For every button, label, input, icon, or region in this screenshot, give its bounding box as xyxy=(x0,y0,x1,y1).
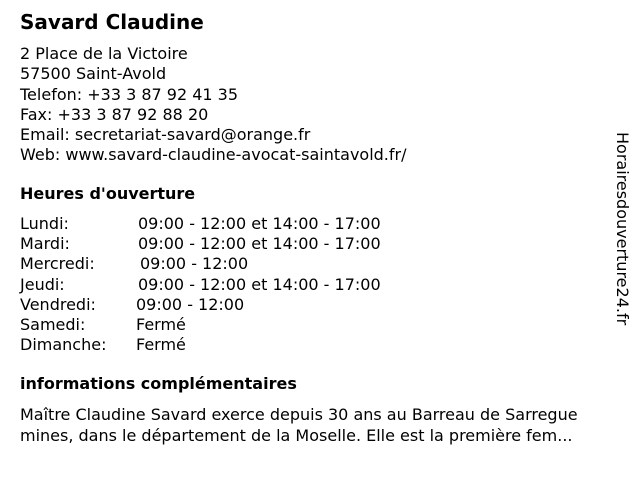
hours-day-label: Lundi: xyxy=(20,214,69,233)
hours-row-monday xyxy=(20,214,381,234)
fax-text: Fax: +33 3 87 92 88 20 xyxy=(20,104,209,124)
page-title: Savard Claudine xyxy=(20,10,204,34)
hours-row-thursday xyxy=(20,275,381,295)
address-city: 57500 Saint-Avold xyxy=(20,64,167,84)
telephone-text: Telefon: +33 3 87 92 41 35 xyxy=(20,84,239,104)
hours-time-value: Fermé xyxy=(136,335,186,355)
hours-time-value: 09:00 - 12:00 xyxy=(136,294,245,314)
hours-row-sunday xyxy=(20,335,381,355)
contact-block xyxy=(20,44,406,166)
hours-day-label: Dimanche: xyxy=(20,335,107,355)
hours-time-value: 09:00 - 12:00 et 14:00 - 17:00 xyxy=(138,274,381,294)
hours-row-tuesday xyxy=(20,234,381,254)
opening-hours-heading: Heures d'ouverture xyxy=(20,184,196,203)
description-line: Maître Claudine Savard exerce depuis 30 ans au Barreau de Sarregue xyxy=(20,405,578,424)
hours-time-value: Fermé xyxy=(136,315,186,335)
hours-row-saturday xyxy=(20,315,381,335)
description-text xyxy=(20,404,626,446)
description-line: mines, dans le département de la Moselle. Elle est la première fem... xyxy=(20,426,573,445)
hours-time-value: 09:00 - 12:00 et 14:00 - 17:00 xyxy=(138,234,381,254)
hours-day-label: Vendredi: xyxy=(20,294,96,314)
hours-day-label: Mercredi: xyxy=(20,254,95,274)
hours-time-value: 09:00 - 12:00 xyxy=(140,254,249,274)
hours-row-wednesday xyxy=(20,254,381,274)
opening-hours-table xyxy=(20,214,381,355)
address-street: 2 Place de la Victoire xyxy=(20,44,188,63)
hours-day-label: Samedi: xyxy=(20,315,86,335)
additional-info-heading: informations complémentaires xyxy=(20,374,297,393)
email-text: Email: secretariat-savard@orange.fr xyxy=(20,125,311,145)
hours-row-friday xyxy=(20,295,381,315)
hours-time-value: 09:00 - 12:00 et 14:00 - 17:00 xyxy=(138,214,381,233)
hours-day-label: Jeudi: xyxy=(20,274,65,294)
hours-day-label: Mardi: xyxy=(20,234,70,254)
website-text: Web: www.savard-claudine-avocat-saintavold.fr/ xyxy=(20,145,407,165)
watermark-text: Horairesdouverture24.fr xyxy=(613,132,632,326)
